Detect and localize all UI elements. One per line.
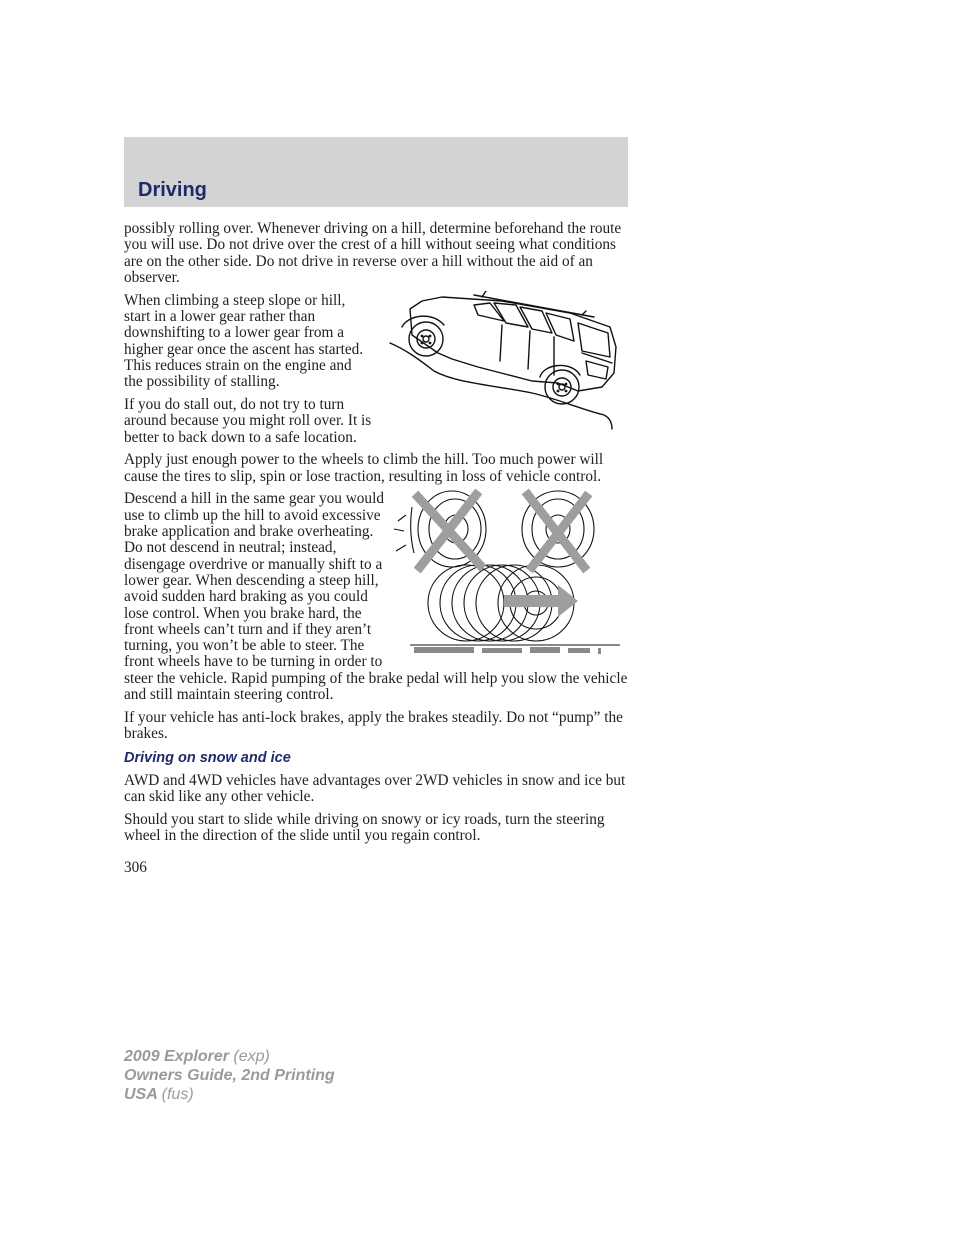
footer-line-1	[124, 1047, 335, 1066]
page-number: 306	[124, 859, 147, 877]
paragraph-descend-hill: Descend a hill in the same gear you would use to climb up the hill to avoid excessive brake application and brake overheating. Do not descend in neutral; instead, disengage overdrive or manually shift to a lower gear. When descending a steep hill, avoid sudden hard braking as you could lose control. When you brake hard, the front wheels can’t turn and if they aren’t turning, you won’t be able to steer. The front wheels have to be turning in order to steer the vehicle. Rapid pumping of the brake pedal will help you slow the vehicle and still maintain steering control.	[124, 490, 628, 704]
footer-market: USA	[124, 1086, 158, 1103]
body-content	[124, 221, 630, 877]
paragraph-slide: Should you start to slide while driving on snowy or icy roads, turn the steering wheel in the direction of the slide until you regain control.	[124, 810, 605, 845]
paragraph-power: Apply just enough power to the wheels to climb the hill. Too much power will cause the tires to slip, spin or lose traction, resulting in loss of vehicle control.	[124, 451, 604, 485]
suv-climbing-hill-illustration	[382, 291, 630, 441]
section-title: Driving	[138, 179, 207, 201]
paragraph-awd-4wd: AWD and 4WD vehicles have advantages over 2WD vehicles in snow and ice but can skid like any other vehicle.	[124, 771, 626, 805]
footer-line-2: Owners Guide, 2nd Printing	[124, 1067, 335, 1084]
subheading-snow-ice: Driving on snow and ice	[124, 750, 291, 767]
suv-on-hill-figure	[382, 291, 630, 441]
paragraph-anti-lock: If your vehicle has anti-lock brakes, apply the brakes steadily. Do not “pump” the brakes.	[124, 708, 623, 743]
paragraph-stall-out: If you do stall out, do not try to turn around because you might roll over. It is better to back down to a safe location.	[124, 395, 372, 446]
footer-model-code: (exp)	[233, 1048, 270, 1065]
section-header	[124, 137, 628, 207]
footer	[124, 1047, 335, 1104]
footer-market-code: (fus)	[161, 1086, 194, 1103]
paragraph-hill-route: possibly rolling over. Whenever driving on a hill, determine beforehand the route you will use. Do not drive over the crest of a hill without seeing what conditions are on the other side. Do not drive in reverse over a hill without the aid of an observer.	[124, 220, 622, 286]
wheel-braking-illustration	[392, 487, 630, 665]
footer-line-3	[124, 1085, 335, 1104]
wheel-braking-figure	[392, 487, 630, 665]
paragraph-climbing-gear: When climbing a steep slope or hill, start in a lower gear rather than downshifting to a lower gear from a higher gear once the ascent has started. This reduces strain on the engine and the possibility of stalling.	[124, 291, 364, 391]
footer-model: 2009 Explorer	[124, 1048, 229, 1065]
